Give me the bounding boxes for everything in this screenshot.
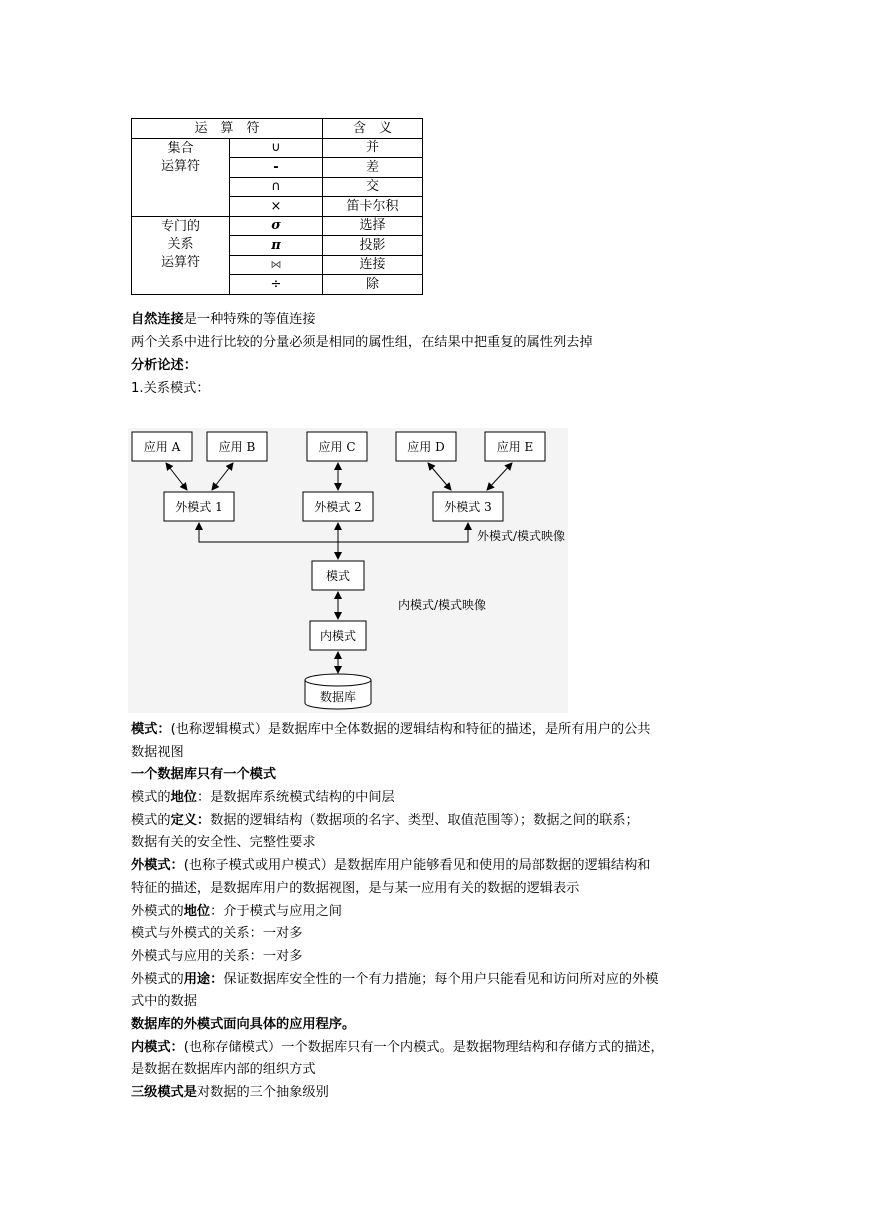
operator-symbol: ⋈ [230, 255, 323, 275]
operator-meaning: 连接 [323, 255, 423, 275]
external-schema-3-label: 外模式 3 [444, 500, 492, 514]
term-definition: 定义： [170, 813, 211, 828]
operator-symbol: - [230, 158, 323, 178]
external-schema-2-label: 外模式 2 [314, 500, 362, 514]
external-app-relation: 外模式与应用的关系：一对多 [131, 949, 303, 964]
term-three-level: 三级模式是 [131, 1085, 197, 1100]
natural-join-term: 自然连接 [131, 312, 184, 327]
group-relational-operators [132, 216, 230, 294]
item-1-heading: 1.关系模式： [131, 381, 210, 396]
internal-schema-label: 内模式 [319, 629, 357, 643]
operator-meaning: 选择 [323, 216, 423, 236]
operator-meaning: 投影 [323, 236, 423, 256]
text-rest: 对数据的三个抽象级别 [196, 1085, 329, 1100]
natural-join-desc: 是一种特殊的等值连接 [183, 312, 316, 327]
external-for-apps: 数据库的外模式面向具体的应用程序。 [131, 1017, 356, 1032]
operator-meaning: 除 [323, 275, 423, 295]
text-prefix: 外模式的 [131, 904, 184, 919]
three-level-schema-diagram [128, 428, 568, 713]
schema-definition-text: (也称逻辑模式）是数据库中全体数据的逻辑结构和特征的描述，是所有用户的公共 [170, 722, 651, 737]
operator-symbol: σ [230, 216, 323, 236]
term-position: 地位 [170, 790, 197, 805]
operator-symbol: ÷ [230, 275, 323, 295]
schema-position [131, 787, 751, 810]
external-schema-position [131, 901, 751, 924]
table-row [132, 216, 423, 236]
group-name-line: 集合 [167, 140, 194, 156]
operator-meaning: 交 [323, 177, 423, 197]
term-use: 用途： [183, 972, 224, 987]
operator-symbol: ∩ [230, 177, 323, 197]
database-cylinder-top [305, 674, 371, 686]
schema-definition [131, 719, 751, 742]
group-name-line: 运算符 [160, 254, 200, 270]
text-rest: ：是数据库系统模式结构的中间层 [196, 790, 395, 805]
table-header-row [132, 119, 423, 139]
analysis-heading: 分析论述： [131, 358, 197, 373]
term-position: 地位 [183, 904, 211, 919]
external-mapping-label: 外模式/模式映像 [477, 529, 566, 543]
external-schema-definition-cont: 特征的描述，是数据库用户的数据视图，是与某一应用有关的数据的逻辑表示 [131, 881, 580, 896]
relational-operators-table [131, 118, 423, 295]
schema-defn-cont: 数据有关的安全性、完整性要求 [131, 835, 316, 850]
external-schema-1-label: 外模式 1 [175, 500, 223, 514]
operator-symbol: π [230, 236, 323, 256]
term-internal-schema: 内模式： [131, 1040, 184, 1055]
operator-meaning: 并 [323, 138, 423, 158]
text-rest: 数据的逻辑结构（数据项的名字、类型、取值范围等）；数据之间的联系； [210, 813, 639, 828]
schema-defn [131, 810, 751, 833]
operator-symbol: ∪ [230, 138, 323, 158]
external-schema-use [131, 969, 751, 992]
three-level-schema [131, 1082, 751, 1105]
app-b-label: 应用 B [218, 440, 256, 454]
term-schema: 模式： [131, 722, 171, 737]
app-c-label: 应用 C [318, 440, 356, 454]
group-set-operators [132, 138, 230, 216]
text-rest: ：介于模式与应用之间 [210, 904, 342, 919]
external-schema-use-cont: 式中的数据 [131, 994, 197, 1009]
app-d-label: 应用 D [407, 440, 445, 454]
schema-external-relation: 模式与外模式的关系：一对多 [131, 926, 303, 941]
app-a-label: 应用 A [143, 440, 181, 454]
operator-meaning: 笛卡尔积 [323, 197, 423, 217]
schema-label: 模式 [325, 569, 351, 583]
natural-join-line [131, 309, 751, 332]
natural-join-detail: 两个关系中进行比较的分量必须是相同的属性组，在结果中把重复的属性列去掉 [131, 335, 593, 350]
text-prefix: 模式的 [131, 790, 171, 805]
internal-schema-definition [131, 1037, 751, 1060]
text-rest: 保证数据库安全性的一个有力措施；每个用户只能看见和访问所对应的外模 [223, 972, 659, 987]
text-rest: (也称子模式或用户模式）是数据库用户能够看见和使用的局部数据的逻辑结构和 [183, 858, 651, 873]
header-meaning: 含 义 [323, 119, 423, 139]
group-name-line: 专门的 [160, 218, 200, 234]
term-external-schema: 外模式： [131, 858, 184, 873]
app-e-label: 应用 E [496, 440, 534, 454]
group-name-line: 运算符 [160, 158, 200, 174]
database-label: 数据库 [319, 690, 357, 704]
internal-schema-definition-cont: 是数据在数据库内部的组织方式 [131, 1062, 316, 1077]
table-row [132, 138, 423, 158]
operator-meaning: 差 [323, 158, 423, 178]
group-name-line: 关系 [167, 236, 194, 252]
external-schema-definition [131, 855, 751, 878]
one-db-one-schema: 一个数据库只有一个模式 [131, 767, 277, 782]
header-operator: 运 算 符 [132, 119, 323, 139]
text-prefix: 模式的 [131, 813, 171, 828]
internal-mapping-label: 内模式/模式映像 [398, 598, 487, 612]
text-prefix: 外模式的 [131, 972, 184, 987]
text-rest: (也称存储模式）一个数据库只有一个内模式。是数据物理结构和存储方式的描述， [183, 1040, 664, 1055]
schema-definition-cont: 数据视图 [131, 745, 184, 760]
operator-symbol: × [230, 197, 323, 217]
